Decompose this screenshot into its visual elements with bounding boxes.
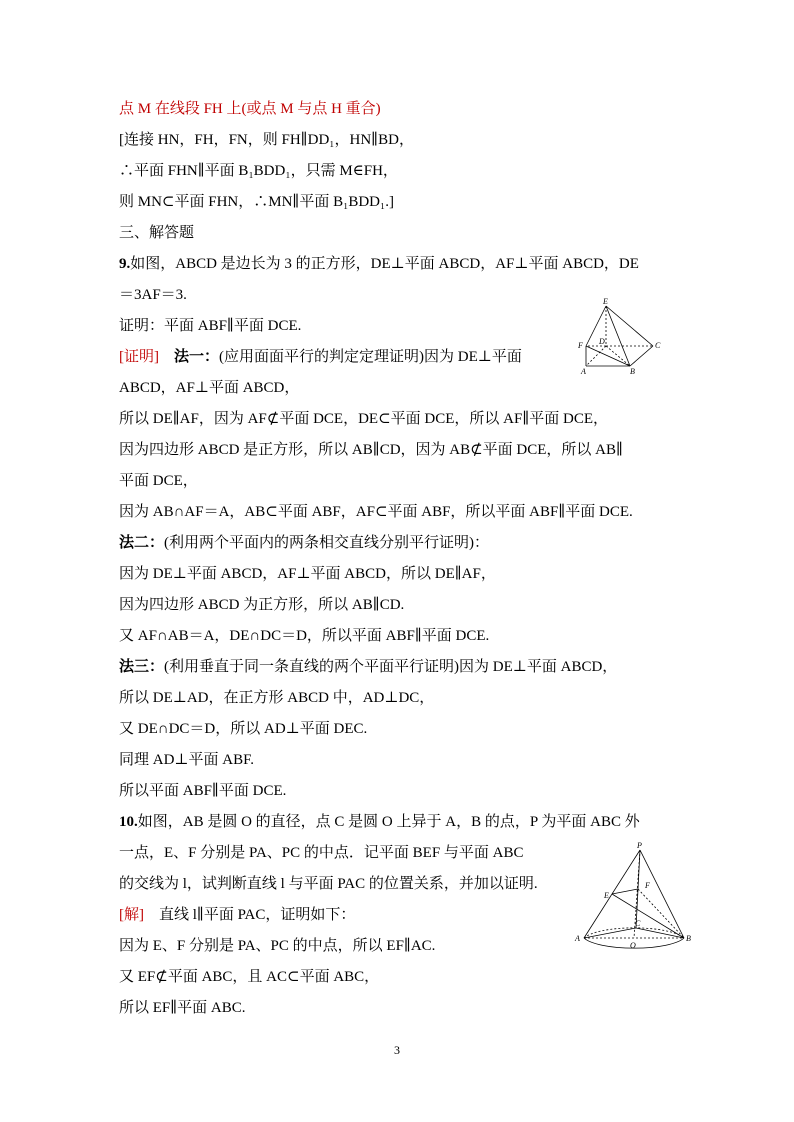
text-line [119,471,198,491]
text-span: 证明：平面 ABF∥平面 DCE. [119,318,302,334]
text-line [119,998,246,1018]
text-line [119,285,187,305]
label-f2: F [645,881,650,890]
label-b: B [630,367,635,376]
text-line [119,192,394,212]
text-span: 所以 EF∥平面 ABC. [119,1000,246,1016]
label-o: O [630,941,636,950]
text-span: 一点，E、F 分别是 PA、PC 的中点．记平面 BEF 与平面 ABC [119,845,524,861]
text-line [119,905,355,925]
text-line [119,409,608,429]
text-span: ＝3AF＝3. [119,287,187,303]
text-line [119,347,522,367]
text-line [119,564,496,584]
text-span: 的交线为 l，试判断直线 l 与平面 PAC 的位置关系，并加以证明. [119,876,538,892]
label-d: D [599,337,605,346]
text-span: 因为四边形 ABCD 是正方形，所以 AB∥CD，因为 AB⊄平面 DCE，所以 AB∥ [119,442,623,458]
text-span: (应用面面平行的判定定理证明)因为 DE⊥平面 [219,349,522,365]
text-span: 法一： [174,349,220,365]
text-span: 法二： [119,535,165,551]
text-span: 因为 E、F 分别是 PA、PC 的中点，所以 EF∥AC. [119,938,436,954]
text-line [119,316,301,336]
text-line [119,626,489,646]
text-line [119,440,623,460]
text-line [119,378,299,398]
text-span: 所以 DE∥AF，因为 AF⊄平面 DCE，DE⊂平面 DCE，所以 AF∥平面 DCE， [119,411,609,427]
text-line [119,533,489,553]
label-e2: E [604,891,609,900]
text-span: 法三： [119,659,165,675]
text-span: 点 M 在线段 FH 上(或点 M 与点 H 重合) [119,101,381,117]
text-span: 10. [119,814,138,830]
text-span: [解] [119,907,144,923]
text-line [119,161,398,181]
text-span: [证明] [119,349,159,365]
text-line [119,502,633,522]
label-f: F [578,341,583,350]
text-span: ∴平面 FHN∥平面 B₁BDD₁，只需 M∈FH， [119,163,398,179]
text-line [119,967,379,987]
text-line [119,874,538,894]
text-span: 又 DE∩DC＝D，所以 AD⊥平面 DEC. [119,721,368,737]
text-span: 因为 AB∩AF＝A，AB⊂平面 ABF，AF⊂平面 ABF，所以平面 ABF∥平面 DCE. [119,504,633,520]
text-span: 所以平面 ABF∥平面 DCE. [119,783,287,799]
text-line [119,254,639,274]
text-line [119,657,617,677]
text-line [119,719,367,739]
text-line [119,781,286,801]
text-line [119,223,194,243]
text-line [119,130,414,150]
text-span: 如图，AB 是圆 O 的直径，点 C 是圆 O 上异于 A，B 的点，P 为平面 ABC 外 [137,814,640,830]
text-span: (利用垂直于同一条直线的两个平面平行证明)因为 DE⊥平面 ABCD， [164,659,618,675]
text-span: 平面 DCE， [119,473,198,489]
text-span: 又 EF⊄平面 ABC，且 AC⊂平面 ABC， [119,969,380,985]
text-span: 则 MN⊂平面 FHN，∴MN∥平面 B₁BDD₁.] [119,194,394,210]
figure-prism-abcdef [578,296,668,376]
text-line [119,688,434,708]
text-line [119,750,254,770]
text-line [119,99,381,119]
text-span: [连接 HN，FH，FN，则 FH∥DD₁，HN∥BD， [119,132,414,148]
text-line [119,812,640,832]
text-span: 所以 DE⊥AD，在正方形 ABCD 中，AD⊥DC， [119,690,435,706]
label-a2: A [575,934,580,943]
text-span: 直线 l∥平面 PAC，证明如下： [144,907,356,923]
label-p: P [637,841,642,850]
text-span: (利用两个平面内的两条相交直线分别平行证明)： [164,535,490,551]
page-number: 3 [394,1043,400,1057]
text-span: 9. [119,256,131,272]
text-span: 又 AF∩AB＝A，DE∩DC＝D，所以平面 ABF∥平面 DCE. [119,628,490,644]
label-e: E [603,297,608,306]
text-span: 三、解答题 [119,225,195,241]
text-span: 因为四边形 ABCD 为正方形，所以 AB∥CD. [119,597,405,613]
text-span: 因为 DE⊥平面 ABCD，AF⊥平面 ABCD，所以 DE∥AF， [119,566,496,582]
text-line [119,936,435,956]
text-span: 如图，ABCD 是边长为 3 的正方形，DE⊥平面 ABCD，AF⊥平面 ABCD，DE [130,256,639,272]
label-c: C [655,341,661,350]
text-span: 同理 AD⊥平面 ABF. [119,752,255,768]
text-span [159,349,174,365]
figure-cone-pabc [572,840,692,970]
label-c2: C [635,919,641,928]
text-line [119,843,524,863]
text-line [119,595,404,615]
label-a: A [581,367,586,376]
text-span: ABCD，AF⊥平面 ABCD， [119,380,300,396]
label-b2: B [686,934,691,943]
